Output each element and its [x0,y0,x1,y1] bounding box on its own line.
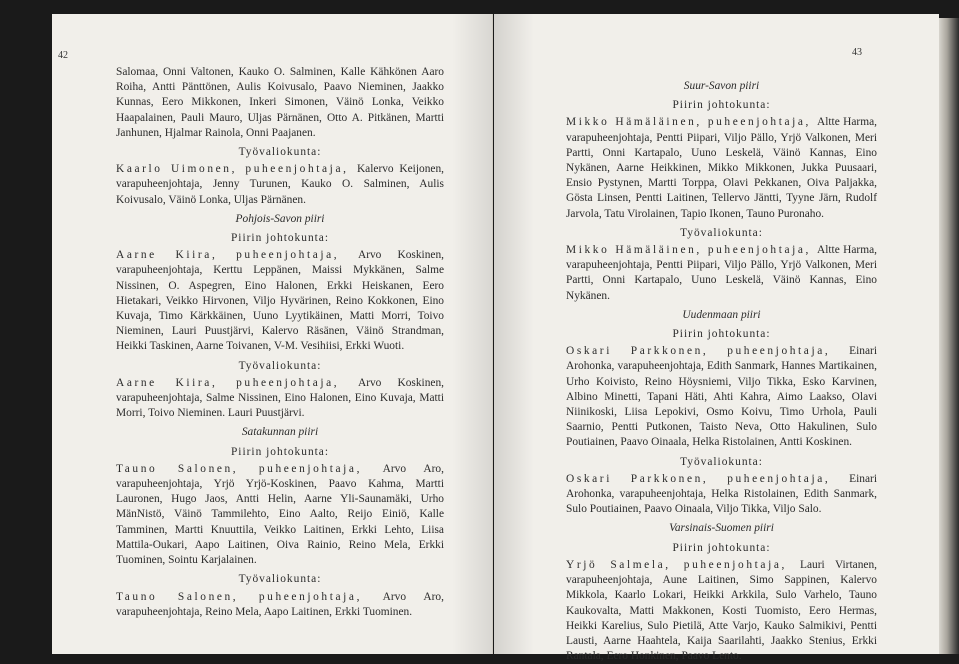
chair-name: Tauno Salonen, [116,590,259,603]
member-list: Arvo Aro, varapuheenjohtaja, Yrjö Yrjö-Koskinen, Paavo Kahma, Martti Lauronen, Hugo Jaos, Antti Helin, Aarne Yli-Saunamäki, Urho MänNistö, Väinö Tammilehto, Eino Aalto, Reijo Einiö, Kalle Tamminen, Martti Knuuttila, Veikko Laitinen, Erkki Lehto, Liisa Mattila-Oukari, Aapo Laitinen, Oiva Rainio, Reino Mela, Erkki Tuominen, Sointu Karjalainen. [116,462,444,567]
chair-role: puheenjohtaja, [707,116,817,129]
committee-label: Työvaliokunta: [680,226,763,239]
member-list: Arvo Koskinen, varapuheenjohtaja, Kerttu Leppänen, Maissi Mykkänen, Salme Nissinen, O. Aspegren, Eino Halonen, Erkki Heiskanen, Eero Hietakari, Veikko Hirvonen, Viljo Hyvärinen, Reino Kokkonen, Eino Kuvaja, Timo Kärkkäinen, Uuno Lyytikäinen, Matti Morri, Toivo Nieminen, Lauri Puustjärvi, Kalervo Räsänen, Väinö Strandman, Heikki Taskinen, Aarne Toivanen, V-M. Vesihiisi, Erkki Wuoti. [116,249,444,353]
committee-label: Piirin johtokunta: [672,99,771,112]
chair-role: puheenjohtaja, [245,163,357,176]
chair-name: Kaarlo Uimonen, [116,163,246,176]
member-entry [566,243,877,304]
member-entry [116,248,444,354]
chair-name: Oskari Parkkonen, [566,472,728,485]
chair-name: Aarne Kiira, [116,249,237,262]
district-heading: Varsinais-Suomen piiri [669,522,774,535]
member-list: Einari Arohonka, varapuheenjohtaja, Helka Ristolainen, Edith Sanmark, Sulo Poutiainen, Paavo Oinaala, Viljo Tikka, Viljo Salo. [566,472,877,516]
member-list: Einari Arohonka, varapuheenjohtaja, Edith Sanmark, Hannes Martikainen, Urho Koivisto, Reino Höysniemi, Viljo Tikka, Esko Karvinen, Albino Minetti, Tapani Häti, Ahti Kahra, Aimo Laakso, Olavi Niinikoski, Liisa Lepokivi, Osmo Koivu, Timo Urhola, Pauli Saarnio, Pentti Putkonen, Taisto Neva, Otto Hakulinen, Sulo Poutiainen, Paavo Oinaala, Helka Ristolainen, Antti Koskinen. [566,345,877,449]
member-entry [116,462,444,568]
committee-label: Piirin johtokunta: [672,541,771,554]
body-paragraph: Salomaa, Onni Valtonen, Kauko O. Salminen, Kalle Kähkönen Aaro Roiha, Antti Pänttönen, Aulis Koivusalo, Paavo Nieminen, Jaakko Kunnas, Eero Mikkonen, Inkeri Simonen, Väinö Lonka, Veikko Haapalainen, Pauli Mauro, Uljas Pärnänen, Otto A. Pitkänen, Martti Janhunen, Hjalmar Rainola, Onni Paajanen. [116,66,444,139]
right-page-number: 43 [852,47,862,58]
district-heading: Uudenmaan piiri [682,308,761,321]
committee-label: Piirin johtokunta: [230,445,330,458]
member-entry [116,376,444,422]
chair-role: puheenjohtaja, [727,472,850,485]
page-edge-stack [939,18,959,654]
member-list: Altte Harma, varapuheenjohtaja, Pentti Piipari, Viljo Pällo, Yrjö Valkonen, Meri Partti, Onni Kartapalo, Uuno Leskelä, Väinö Kannas, Eino Nykänen, Aarne Heikkinen, Mikko Mikkonen, Jukka Puusaari, Ensio Pystynen, Martti Torppa, Olavi Pekkanen, Oiva Paljakka, Gösta Linsen, Pentti Laitinen, Tellervo Jäntti, Tyyne Järn, Rudolf Jarvola, Tatu Virolainen, Tapio Ikonen, Tauno Puronaho. [566,116,877,220]
left-page-number: 42 [58,50,68,61]
chair-role: puheenjohtaja, [236,376,358,389]
member-entry [566,115,877,221]
chair-role: puheenjohtaja, [707,244,817,257]
committee-label: Piirin johtokunta: [672,328,771,341]
member-entry [566,558,877,664]
chair-role: puheenjohtaja, [683,558,801,571]
member-entry [566,344,877,450]
chair-role: puheenjohtaja, [258,462,383,475]
district-heading: Satakunnan piiri [241,426,319,439]
member-entry [116,590,444,620]
chair-name: Mikko Hämäläinen, [566,116,708,129]
chair-name: Oskari Parkkonen, [566,345,728,358]
member-entry [116,162,444,208]
right-text-column [566,75,877,664]
chair-name: Tauno Salonen, [116,462,259,475]
chair-name: Aarne Kiira, [116,376,237,389]
member-list: Arvo Aro, varapuheenjohtaja, Reino Mela, Aapo Laitinen, Erkki Tuominen. [116,590,444,618]
committee-label: Työvaliokunta: [680,455,763,468]
member-list: Lauri Virtanen, varapuheenjohtaja, Aune Laitinen, Simo Sappinen, Kalervo Mikkola, Kaarlo Lokari, Heikki Arkkila, Sulo Varhelo, Tauno Kaukovalta, Matti Makkonen, Kosti Tuomisto, Eero Hermas, Heikki Karelius, Sulo Pietilä, Atte Varjo, Kauko Salmikivi, Pentti Lausti, Aarne Haahtela, Kaija Saarilahti, Jaakko Stenius, Erkki Rantala, Eero Honkinen, Paavo Lento. [566,558,877,663]
chair-role: puheenjohtaja, [727,345,850,358]
committee-label: Työvaliokunta: [238,146,322,159]
chair-role: puheenjohtaja, [236,249,358,262]
member-list: Altte Harma, varapuheenjohtaja, Pentti Piipari, Viljo Pällo, Yrjö Valkonen, Meri Partti, Onni Kartapalo, Uuno Leskelä, Väinö Kannas, Eino Nykänen. [566,244,877,302]
left-text-column [116,65,444,620]
member-list: Arvo Koskinen, varapuheenjohtaja, Salme Nissinen, Eino Halonen, Eino Kuvaja, Matti Morri, Toivo Nieminen. Lauri Puustjärvi. [116,376,444,420]
member-entry [566,472,877,518]
member-list: Kalervo Keijonen, varapuheenjohtaja, Jenny Turunen, Kauko O. Salminen, Aulis Koivusalo, Väinö Lonka, Uljas Pärnänen. [116,163,445,206]
district-heading: Pohjois-Savon piiri [235,212,325,225]
chair-role: puheenjohtaja, [258,590,383,603]
committee-label: Piirin johtokunta: [230,232,330,245]
chair-name: Yrjö Salmela, [566,558,684,571]
committee-label: Työvaliokunta: [238,573,322,586]
chair-name: Mikko Hämäläinen, [566,244,708,257]
district-heading: Suur-Savon piiri [683,80,760,92]
committee-label: Työvaliokunta: [238,359,322,372]
